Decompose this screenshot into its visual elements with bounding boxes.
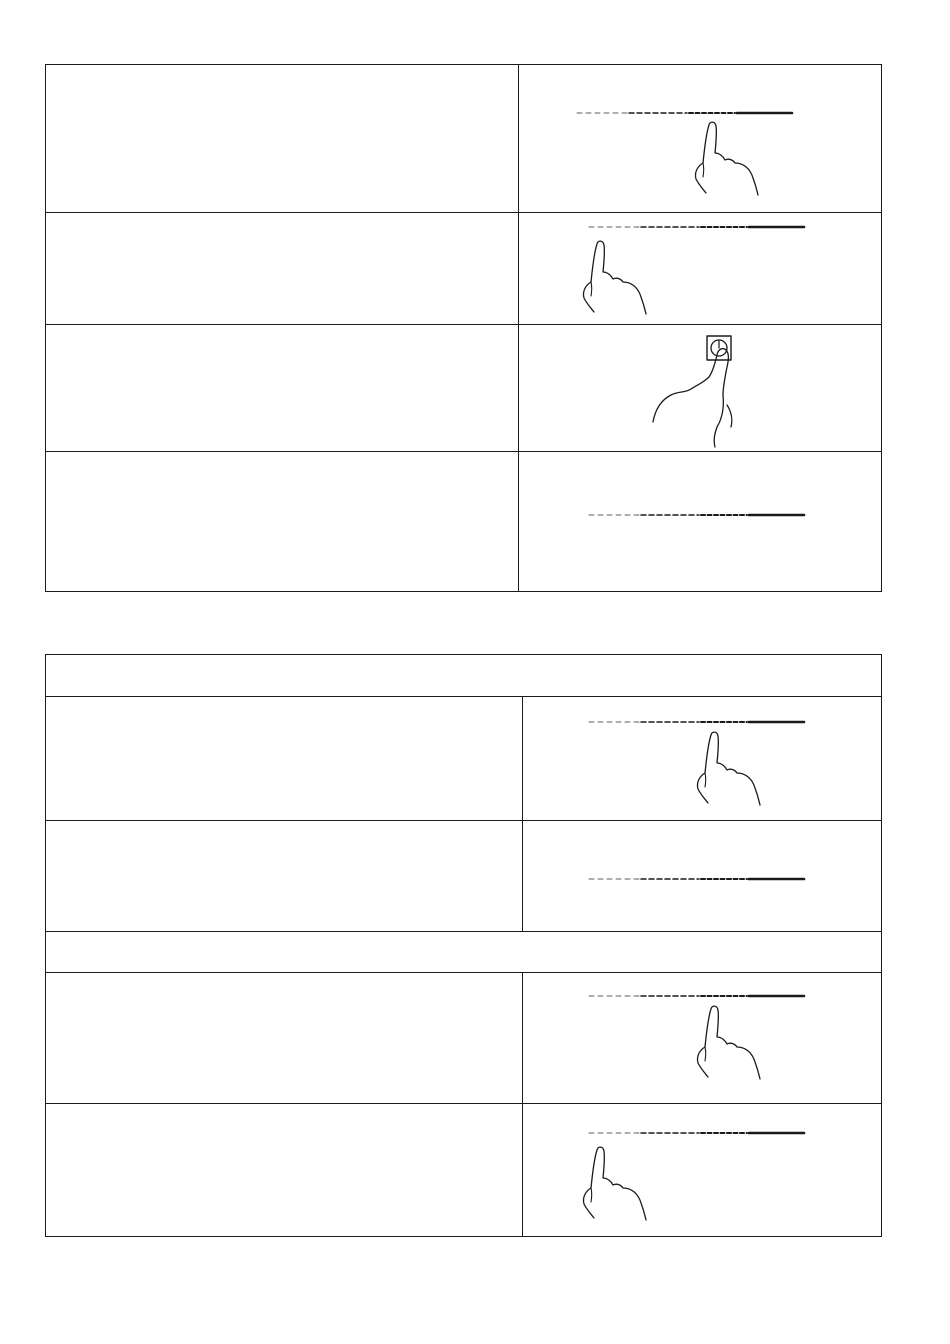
- slider-bar-icon: [519, 452, 881, 592]
- section-header-row: [46, 655, 881, 696]
- top-table: [45, 64, 882, 592]
- table-row: [46, 696, 881, 820]
- slider-touch-right-icon: [519, 65, 881, 212]
- slider-touch-left-icon: [523, 1104, 881, 1237]
- table-row: [46, 212, 881, 324]
- table-row: [46, 324, 881, 451]
- row-text-cell: [46, 65, 519, 212]
- table-row: [46, 451, 881, 592]
- row-text-cell: [46, 452, 519, 592]
- row-text-cell: [46, 697, 523, 820]
- row-figure-cell: [519, 65, 881, 212]
- row-figure-cell: [519, 325, 881, 451]
- section-header: [46, 655, 881, 696]
- table-row: [46, 65, 881, 212]
- table-row: [46, 1103, 881, 1237]
- slider-touch-left-icon: [519, 213, 881, 324]
- table-row: [46, 972, 881, 1103]
- row-text-cell: [46, 973, 523, 1103]
- row-figure-cell: [523, 821, 881, 931]
- row-figure-cell: [523, 973, 881, 1103]
- row-figure-cell: [519, 452, 881, 592]
- slider-touch-right-icon: [523, 697, 881, 820]
- timer-key-press-icon: [519, 325, 881, 451]
- section-header-row: [46, 931, 881, 972]
- row-text-cell: [46, 213, 519, 324]
- bottom-table: [45, 654, 882, 1237]
- row-figure-cell: [523, 697, 881, 820]
- row-text-cell: [46, 821, 523, 931]
- slider-bar-icon: [523, 821, 881, 931]
- section-header: [46, 932, 881, 972]
- table-row: [46, 820, 881, 931]
- slider-touch-right-icon: [523, 973, 881, 1103]
- row-figure-cell: [519, 213, 881, 324]
- row-figure-cell: [523, 1104, 881, 1237]
- row-text-cell: [46, 325, 519, 451]
- row-text-cell: [46, 1104, 523, 1237]
